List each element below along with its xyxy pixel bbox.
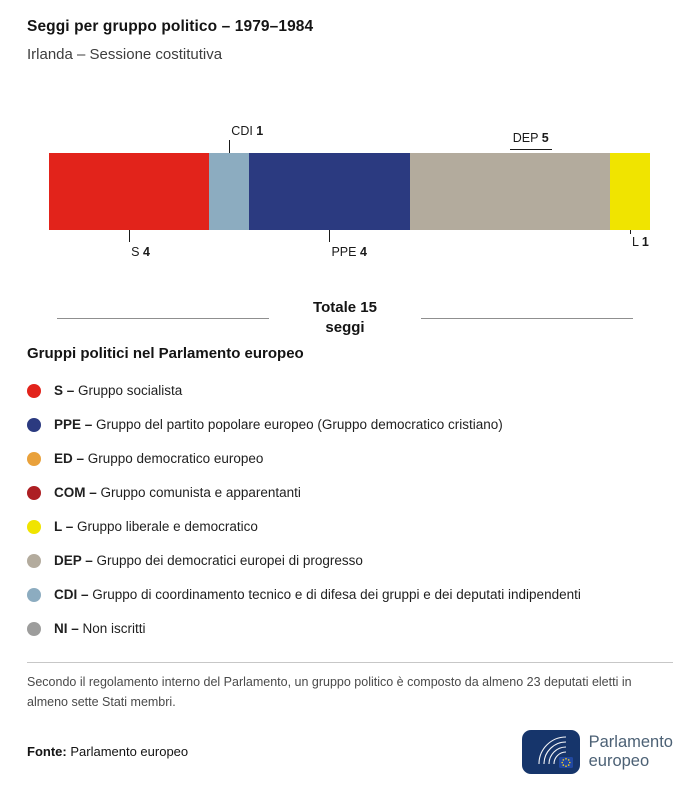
legend-item-cdi	[27, 578, 673, 612]
legend-label: COM – Gruppo comunista e apparentanti	[54, 485, 301, 500]
total-label-line2: seggi	[325, 319, 365, 337]
footer	[27, 730, 673, 774]
total-separator-left	[57, 318, 269, 319]
legend-color-dot	[27, 418, 41, 432]
total-label-line1: Totale 15	[313, 299, 377, 316]
legend-label: L – Gruppo liberale e democratico	[54, 519, 258, 534]
legend-item-s	[27, 374, 673, 408]
legend-section	[27, 345, 673, 646]
bar-segment-ppe[interactable]	[249, 153, 409, 230]
legend-label: PPE – Gruppo del partito popolare europeo (Gruppo democratico cristiano)	[54, 417, 503, 432]
ep-logo-icon	[522, 730, 580, 774]
legend-list	[27, 374, 673, 646]
legend-color-dot	[27, 384, 41, 398]
footnote-divider	[27, 662, 673, 663]
bar-label-ppe: PPE 4	[329, 230, 366, 261]
bar-label-l: L 1	[630, 230, 649, 251]
ep-logo-text-line2: europeo	[588, 751, 650, 770]
source-label: Fonte:	[27, 744, 67, 759]
bar-label-s: S 4	[129, 230, 150, 261]
legend-label: CDI – Gruppo di coordinamento tecnico e di difesa dei gruppi e dei deputati indipendenti	[54, 587, 581, 602]
legend-label: ED – Gruppo democratico europeo	[54, 451, 264, 466]
ep-logo-text	[589, 733, 673, 770]
legend-label: NI – Non iscritti	[54, 621, 146, 636]
legend-label: S – Gruppo socialista	[54, 383, 183, 398]
total-label	[285, 298, 405, 339]
bar-label-cdi: CDI 1	[229, 124, 263, 153]
legend-item-l	[27, 510, 673, 544]
legend-item-com	[27, 476, 673, 510]
footnote: Secondo il regolamento interno del Parlamento, un gruppo politico è composto da almeno 23 deputati eletti in almeno sette Stati membri.	[27, 674, 632, 709]
stacked-bar	[49, 153, 650, 230]
bar-segment-l[interactable]	[610, 153, 650, 230]
page-subtitle: Irlanda – Sessione costitutiva	[27, 46, 223, 63]
bar-segment-s[interactable]	[49, 153, 209, 230]
source-text: Parlamento europeo	[70, 744, 189, 759]
legend-color-dot	[27, 554, 41, 568]
legend-color-dot	[27, 588, 41, 602]
legend-item-ed	[27, 442, 673, 476]
ep-logo	[522, 730, 673, 774]
page-title: Seggi per gruppo politico – 1979–1984	[27, 18, 314, 35]
legend-color-dot	[27, 520, 41, 534]
legend-title: Gruppi politici nel Parlamento europeo	[27, 344, 304, 362]
legend-color-dot	[27, 622, 41, 636]
total-seats	[57, 298, 633, 339]
total-separator-right	[421, 318, 633, 319]
bar-segment-cdi[interactable]	[209, 153, 249, 230]
legend-item-dep	[27, 544, 673, 578]
legend-item-ni	[27, 612, 673, 646]
chart-area	[49, 125, 650, 262]
bar-segment-dep[interactable]	[410, 153, 610, 230]
bar-label-dep: DEP 5	[510, 131, 552, 150]
ep-logo-text-line1: Parlamento	[588, 733, 673, 752]
legend-label: DEP – Gruppo dei democratici europei di progresso	[54, 553, 363, 568]
legend-color-dot	[27, 486, 41, 500]
legend-color-dot	[27, 452, 41, 466]
legend-item-ppe	[27, 408, 673, 442]
source-line	[27, 744, 188, 759]
